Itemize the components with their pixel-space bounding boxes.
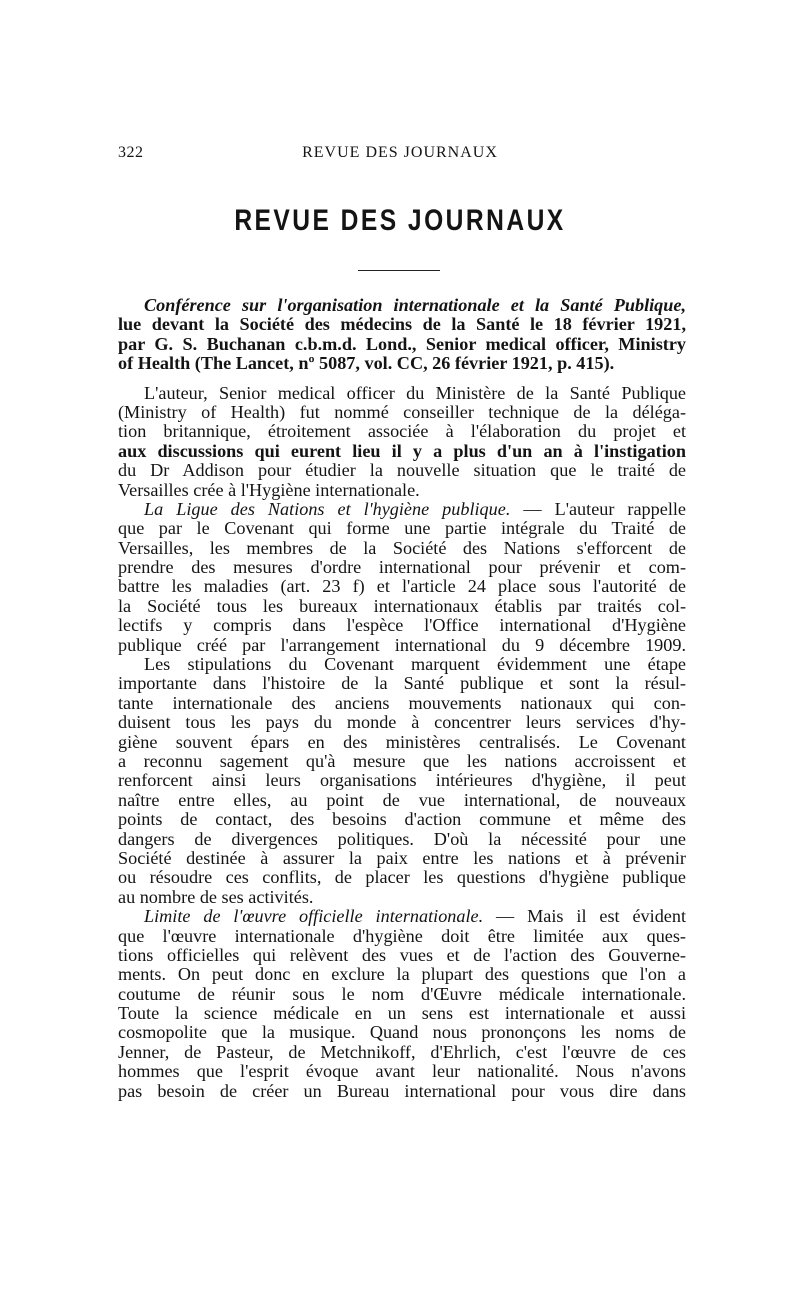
text-line: tions officielles qui relèvent des vues et de l'action des Gouverne- [118, 944, 686, 965]
text-line: prendre des mesures d'ordre international pour prévenir et com- [118, 557, 686, 578]
heading-line: par G. S. Buchanan c.b.m.d. Lond., Senior medical officer, Ministry [118, 333, 686, 354]
text-line: importante dans l'histoire de la Santé publique et sont la résul- [118, 673, 686, 694]
text-line: Versailles crée à l'Hygiène internationale. [118, 479, 420, 500]
text-line: tante internationale des anciens mouvements nationaux qui con- [118, 692, 686, 713]
section-official-work-limit [118, 907, 686, 1101]
section-heading: Limite de l'œuvre officielle internationale. [144, 906, 484, 927]
title-rule [358, 270, 440, 271]
text-line: que par le Covenant qui forme une partie intégrale du Traité de [118, 518, 686, 539]
text-line: dangers de divergences politiques. D'où la nécessité pour une [118, 828, 686, 849]
text-line: lectifs y compris dans l'espèce l'Office international d'Hygiène [118, 615, 686, 636]
text-line: a reconnu sagement qu'à mesure que les nations accroissent et [118, 750, 686, 771]
text-line: cosmopolite que la musique. Quand nous prononçons les noms de [118, 1022, 686, 1043]
article-heading [118, 296, 686, 374]
text-line: au nombre de ses activités. [118, 886, 314, 907]
text-line: giène souvent épars en des ministères centralisés. Le Covenant [118, 731, 686, 752]
heading-line: lue devant la Société des médecins de la Santé le 18 février 1921, [118, 314, 686, 335]
text-line: (Ministry of Health) fut nommé conseiller technique de la déléga- [118, 401, 686, 422]
text-line: la Société tous les bureaux internationaux établis par traités col- [118, 595, 686, 616]
text-line: ou résoudre ces conflits, de placer les questions d'hygiène publique [118, 867, 686, 888]
paragraph-1 [118, 384, 686, 500]
section-lead: — Mais il est évident [483, 906, 687, 927]
text-line: hommes que l'esprit évoque avant leur nationalité. Nous n'avons [118, 1061, 686, 1082]
text-line: publique créé par l'arrangement international du 9 décembre 1909. [118, 634, 686, 655]
heading-line: Conférence sur l'organisation internationale et la Santé Publique, [144, 295, 686, 315]
article-body [118, 296, 686, 1101]
section-heading: La Ligue des Nations et l'hygiène publique. [144, 498, 511, 519]
text-line: battre les maladies (art. 23 f) et l'article 24 place sous l'autorité de [118, 576, 686, 597]
text-line: Les stipulations du Covenant marquent évidemment une étape [144, 654, 686, 675]
section-league-of-nations [118, 500, 686, 655]
page-number: 322 [118, 144, 144, 161]
section-heading-line [118, 500, 686, 519]
text-line: ments. On peut donc en exclure la plupart des questions que l'on a [118, 964, 686, 985]
text-line: aux discussions qui eurent lieu il y a plus d'un an à l'instigation [118, 440, 686, 461]
text-line: que l'œuvre internationale d'hygiène doit être limitée aux ques- [118, 925, 686, 946]
section-heading-line [118, 907, 686, 926]
text-line: coutume de réunir sous le nom d'Œuvre médicale internationale. [118, 983, 686, 1004]
text-line: L'auteur, Senior medical officer du Ministère de la Santé Publique [144, 382, 686, 403]
paragraph-2 [118, 655, 686, 907]
running-head: REVUE DES JOURNAUX [302, 144, 498, 161]
heading-line: of Health (The Lancet, nº 5087, vol. CC, 26 février 1921, p. 415). [118, 353, 615, 374]
text-line: renforcent ainsi leurs organisations intérieures d'hygiène, il peut [118, 770, 686, 791]
text-line: duisent tous les pays du monde à concentrer leurs services d'hy- [118, 712, 686, 733]
section-lead: — L'auteur rappelle [510, 498, 686, 519]
text-line: Société destinée à assurer la paix entre les nations et à prévenir [118, 847, 686, 868]
page-title: REVUE DES JOURNAUX [234, 204, 566, 237]
text-line: du Dr Addison pour étudier la nouvelle situation que le traité de [118, 460, 686, 481]
text-line: Toute la science médicale en un sens est internationale et aussi [118, 1003, 686, 1024]
text-line: Jenner, de Pasteur, de Metchnikoff, d'Ehrlich, c'est l'œuvre de ces [118, 1041, 686, 1062]
text-line: naître entre elles, au point de vue international, de nouveaux [118, 789, 686, 810]
text-line: Versailles, les membres de la Société des Nations s'efforcent de [118, 537, 686, 558]
text-line: points de contact, des besoins d'action commune et même des [118, 809, 686, 830]
text-line: pas besoin de créer un Bureau international pour vous dire dans [118, 1080, 686, 1101]
text-line: tion britannique, étroitement associée à l'élaboration du projet et [118, 421, 686, 442]
